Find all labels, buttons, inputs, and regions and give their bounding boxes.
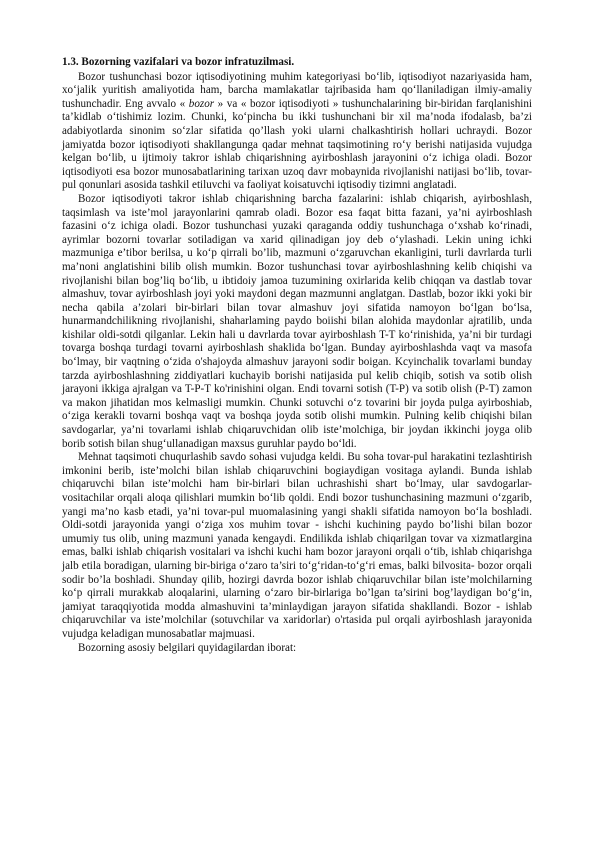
paragraph-3: Mehnat taqsimoti chuqurlashib savdo sohasi vujudga keldi. Bu soha tovar-pul harakatini tezlashtirish imkonini berib, iste’molchi bilan ishlab chiqaruvchini bogiaydigan vositaga aylandi. Bunda ishlab chiqaruvchi bilan iste’molchi ham bir-birlari bilan uchrashishi shart bo‘lmay, ular savdogarlar-vositachilar orqali aloqa qilishlari mumkin bo‘lib qoldi. Endi bozor tushunchasining mazmuni o‘zgarib, yangi ma’no kasb etadi, ya’ni tovar-pul muomalasining yangi shakli sifatida namoyon bo‘la boshladi. Oldi-sotdi jarayonida yangi o‘ziga xos muhim tovar - ishchi kuchining paydo bo’lishi bilan bozor umumiy tus olib, uning mazmuni yanada kengaydi. Endilikda ishlab chiqarilgan tovar va xizmatlargina emas, balki ishlab chiqarish vositalari va ishchi kuchi ham bozor jarayoni orqali o‘tib, ishlab chiqarishga jalb etila boradigan, ularning bir-biriga o‘zaro ta’siri to‘g‘ridan‑to‘g‘ri emas, balki bilvosita- bozor orqali sodir bo’la boshladi. Shunday qilib, hozirgi davrda bozor ishlab chiqaruvchilar bilan iste’molchilarning ko‘p qirrali murakkab aloqalarini, ularning o‘zaro bir-birlariga bo’lgan ta’sirini bog’laydigan bo‘g‘in, jamiyat taraqqiyotida modda almashuvini ta’minlaydigan jarayon sifatida shakllandi. Bozor - ishlab chiqaruvchilar va iste’molchilar (sotuvchilar va xaridorlar) o'rtasida pul orqali ayirboshlash jarayonida vujudga keladigan munosabatlar majmuasi. (62, 451, 532, 640)
section-heading: 1.3. Bozorning vazifalari va bozor infratuzilmasi. (62, 56, 295, 68)
paragraph-1-italic-term: bozor (188, 97, 215, 110)
paragraph-4: Bozorning asosiy belgilari quyidagilardan iborat: (78, 641, 297, 654)
paragraph-1-text-start: Bozor tushunchasi bozor iqtisodiyotining muhim kategoriyasi bo‘lib, iqtisodiyot nazariyasida ham, xo‘jalik yuritish amaliyotida ham, barcha mamlakatlar tajribasida ham qo‘llaniladigan ilmiy-amaliy tushunchadir. Eng avvalo « (62, 70, 532, 110)
paragraph-1 (62, 71, 532, 193)
paragraph-1-text-end: » va « bozor iqtisodiyoti » tushunchalarining bir-biridan farqlanishini ta’kidlab o‘tishimiz lozim. Chunki, ko‘pincha bu ikki tushunchani bir xil ma’noda ifodalasb, ba’zi adabiyotlarda sinonim so‘zlar sifatida qo’llash yoki ularni chalkashtirish hollari uchraydi. Bozor jamiyatda bozor iqtisodiyoti shakllangunga qadar mehnat taqsimotining ro‘y berishi natijasida vujudga kelgan bo‘lib, u ijtimoiy takror ishlab chiqarishning ayirboshlash jarayonini o‘z ichiga oladi. Bozor iqtisodiyoti esa bozor munosabatlarining tarixan uzoq davr mobaynida rivojlanishi natijasi bo‘lib, tovar-pul qonunlari asosida tashkil etiluvchi va faoliyat koisatuvchi iqtisodiy tizimni anglatadi. (62, 97, 532, 192)
paragraph-2: Bozor iqtisodiyoti takror ishlab chiqarishning barcha fazalarini: ishlab chiqarish, ayirboshlash, taqsimlash va iste’mol jarayonlarini qamrab oladi. Bozor esa faqat bitta fazani, ya’ni ayirboshlash fazasini o‘z ichiga oladi. Bozor tushunchasi yuzaki qaraganda oddiy tushunchaga o‘xshab ko‘rinadi, ayrimlar bozorni tovarlar sotiladigan va xarid qilinadigan joy deb o‘ylashadi. Lekin uning ichki mazmuniga e’tibor berilsa, u ko‘p qirrali bo’lib, mazmuni o‘zgaruvchan ekanligini, turli davrlarda turli ma’noni anglatishini bilib olish mumkin. Bozor tushunchasi tovar ayirboshlashning kelib chiqishi va rivojlanishi bilan bog’liq bo‘lib, u ibtidoiy jamoa tuzumining oxirlarida kelib chiqqan va dastlab tovar almashuv, tovar ayirboshlash joyi yoki maydoni degan mazmunni anglatgan. Dastlab, bozor ikki yoki bir necha qabila a’zolari bir-birlari bilan tovar almashuv joyi sifatida namoyon bo‘lgan bo‘lsa, hunarmandchilikning rivojlanishi, shaharlaming paydo boiishi bilan alohida maydonlar ajratilib, unda kishilar oldi-sotdi qilganlar. Lekin hali u davrlarda tovar ayirboshlash T-T ko‘rinishida, ya’ni bir turdagi tovarga boshqa turdagi tovarni ayirboshlash shaklida bo‘lgan. Bunday ayirboshlashda vaqt va masofa bo‘lmay, bir vaqtning o‘zida o'shajoyda almashuv jarayoni sodir boigan. Kcyinchalik tovarlami bunday tarzda ayirboshlashning ziddiyatlari kuchayib borishi natijasida pul kelib chiqib, sotish va sotib olish jarayoni ikkiga ajralgan va T-P-T ko'rinishini olgan. Endi tovarni sotish (T-P) va sotib olish (P-T) zamon va makon jihatidan mos kelmasligi mumkin. Chunki sotuvchi o‘z tovarini bir joyda pulga ayirboshiab, o‘ziga kerakli tovarni boshqa vaqt va boshqa joyda sotib olishi mumkin. Pulning kelib chiqishi bilan savdogarlar, ya’ni tovarlami ishlab chiqaruvchidan olib iste’molchiga, bir joydan ikkinchi joyga olib borib sotish bilan shug‘ullanadigan maxsus guruhlar paydo bo‘ldi. (62, 192, 532, 450)
document-page (62, 56, 532, 655)
